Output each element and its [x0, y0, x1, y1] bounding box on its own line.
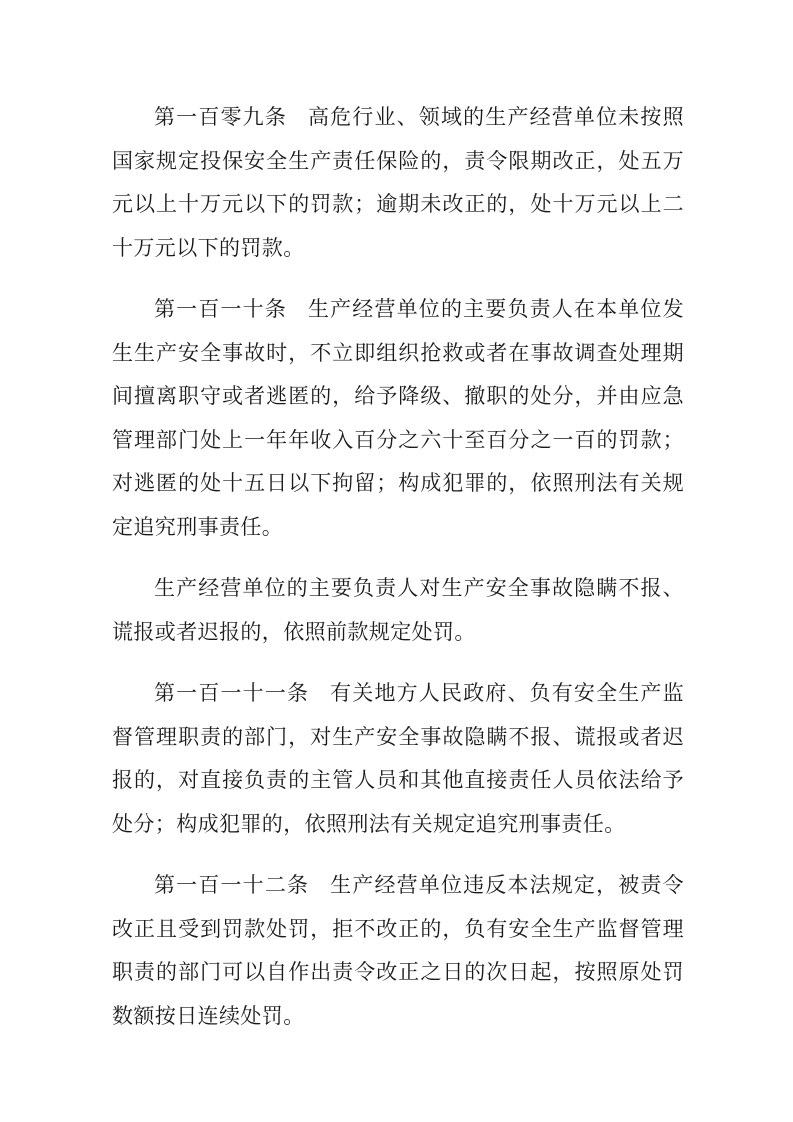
article-number: 第一百一十一条 — [154, 681, 310, 705]
article-110-paragraph — [112, 288, 684, 549]
article-number: 第一百一十条 — [154, 297, 287, 321]
article-111-paragraph — [112, 672, 684, 846]
article-text: 生产经营单位违反本法规定，被责令改正且受到罚款处罚，拒不改正的，负有安全生产监督管理职责的部门可以自作出责令改正之日的次日起，按照原处罚数额按日连续处罚。 — [112, 873, 684, 1028]
article-109-paragraph — [112, 96, 684, 270]
article-text: 生产经营单位的主要负责人对生产安全事故隐瞒不报、谎报或者迟报的，依照前款规定处罚。 — [112, 576, 684, 644]
article-112-paragraph — [112, 864, 684, 1038]
article-text: 生产经营单位的主要负责人在本单位发生生产安全事故时，不立即组织抢救或者在事故调查处理期间擅离职守或者逃匿的，给予降级、撤职的处分，并由应急管理部门处上一年年收入百分之六十至百分之一百的罚款；对逃匿的处十五日以下拘留；构成犯罪的，依照刑法有关规定追究刑事责任。 — [112, 297, 684, 539]
document-body — [112, 96, 684, 1038]
article-number: 第一百一十二条 — [154, 873, 310, 897]
article-text: 高危行业、领域的生产经营单位未按照国家规定投保安全生产责任保险的，责令限期改正，处五万元以上十万元以下的罚款；逾期未改正的，处十万元以上二十万元以下的罚款。 — [112, 105, 684, 260]
article-110-clause-2-paragraph — [112, 567, 684, 654]
article-text: 有关地方人民政府、负有安全生产监督管理职责的部门，对生产安全事故隐瞒不报、谎报或者迟报的，对直接负责的主管人员和其他直接责任人员依法给予处分；构成犯罪的，依照刑法有关规定追究刑事责任。 — [112, 681, 684, 836]
article-number: 第一百零九条 — [154, 105, 287, 129]
